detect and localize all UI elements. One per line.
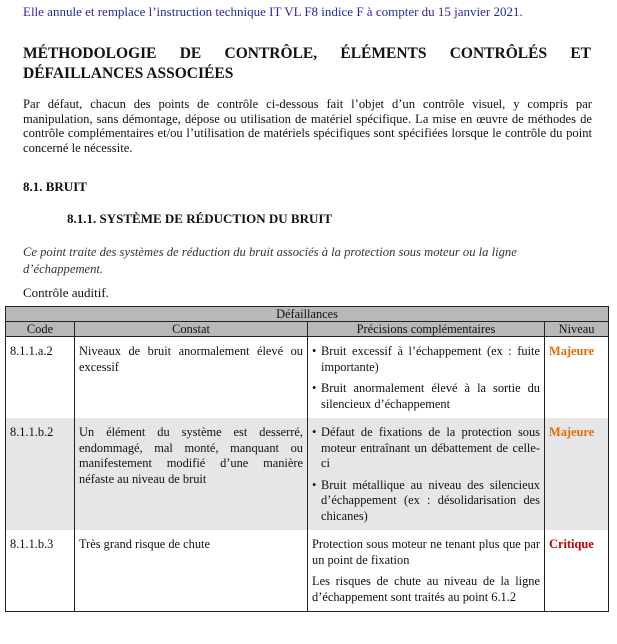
cell-constat: Un élément du système est desserré, endommagé, mal monté, manquant ou manifestement modifié d’une manière néfaste au niveau de bruit [75,418,308,530]
failures-table [5,306,609,612]
column-header-niveau: Niveau [545,322,609,337]
cell-precisions [308,337,545,419]
main-title: MÉTHODOLOGIE DE CONTRÔLE, ÉLÉMENTS CONTRÔLÉS ET DÉFAILLANCES ASSOCIÉES [23,45,591,82]
cell-niveau: Majeure [545,337,609,419]
subsection-description: Ce point traite des systèmes de réduction du bruit associés à la protection sous moteur ou la ligne d’échappement. [23,245,517,276]
cell-precisions [308,530,545,612]
method-paragraph: Par défaut, chacun des points de contrôle ci-dessous fait l’objet d’un contrôle visuel, y compris par manipulation, sans démontage, dépose ou utilisation de matériel spécifique. La mise en œuvre de méthodes de contrôle complémentaires et/ou l’utilisation de matériels spécifiques sont spécifiées lorsque le contrôle du point concerné le nécessite. [23,97,592,155]
precision-item: • Bruit anormalement élevé à la sortie du silencieux d’échappement [312,381,540,411]
cell-code: 8.1.1.b.3 [6,530,75,612]
precision-item: • Défaut de fixations de la protection sous moteur entraînant un débattement de celle-ci [312,425,540,470]
table-row [6,337,609,419]
cell-niveau: Critique [545,530,609,612]
bullet-icon: • [312,425,317,439]
column-header-code: Code [6,322,75,337]
section-heading: 8.1. BRUIT [23,179,87,194]
cell-constat: Niveaux de bruit anormalement élevé ou excessif [75,337,308,419]
subsection-heading: 8.1.1. SYSTÈME DE RÉDUCTION DU BRUIT [67,211,333,226]
precision-item: • Bruit métallique au niveau des silencieux d’échappement (ex : désolidarisation des chicanes) [312,477,540,523]
cell-niveau: Majeure [545,418,609,530]
bullet-icon: • [312,381,317,395]
table-group-header: Défaillances [6,307,609,322]
control-type: Contrôle auditif. [23,285,109,300]
bullet-icon: • [312,344,317,358]
cell-code: 8.1.1.a.2 [6,337,75,419]
column-header-precisions: Précisions complémentaires [308,322,545,337]
cell-constat: Très grand risque de chute [75,530,308,612]
column-header-constat: Constat [75,322,308,337]
cell-code: 8.1.1.b.2 [6,418,75,530]
precision-paragraph: Protection sous moteur ne tenant plus que par un point de fixation [312,537,540,567]
table-row [6,530,609,612]
bullet-icon: • [312,477,317,492]
precision-paragraph: Les risques de chute au niveau de la ligne d’échappement sont traités au point 6.1.2 [312,574,540,604]
cell-precisions [308,418,545,530]
table-row [6,418,609,530]
precision-item: • Bruit excessif à l’échappement (ex : fuite importante) [312,344,540,374]
intro-note: Elle annule et remplace l’instruction technique IT VL F8 indice F à compter du 15 janvier 2021. [23,4,523,19]
